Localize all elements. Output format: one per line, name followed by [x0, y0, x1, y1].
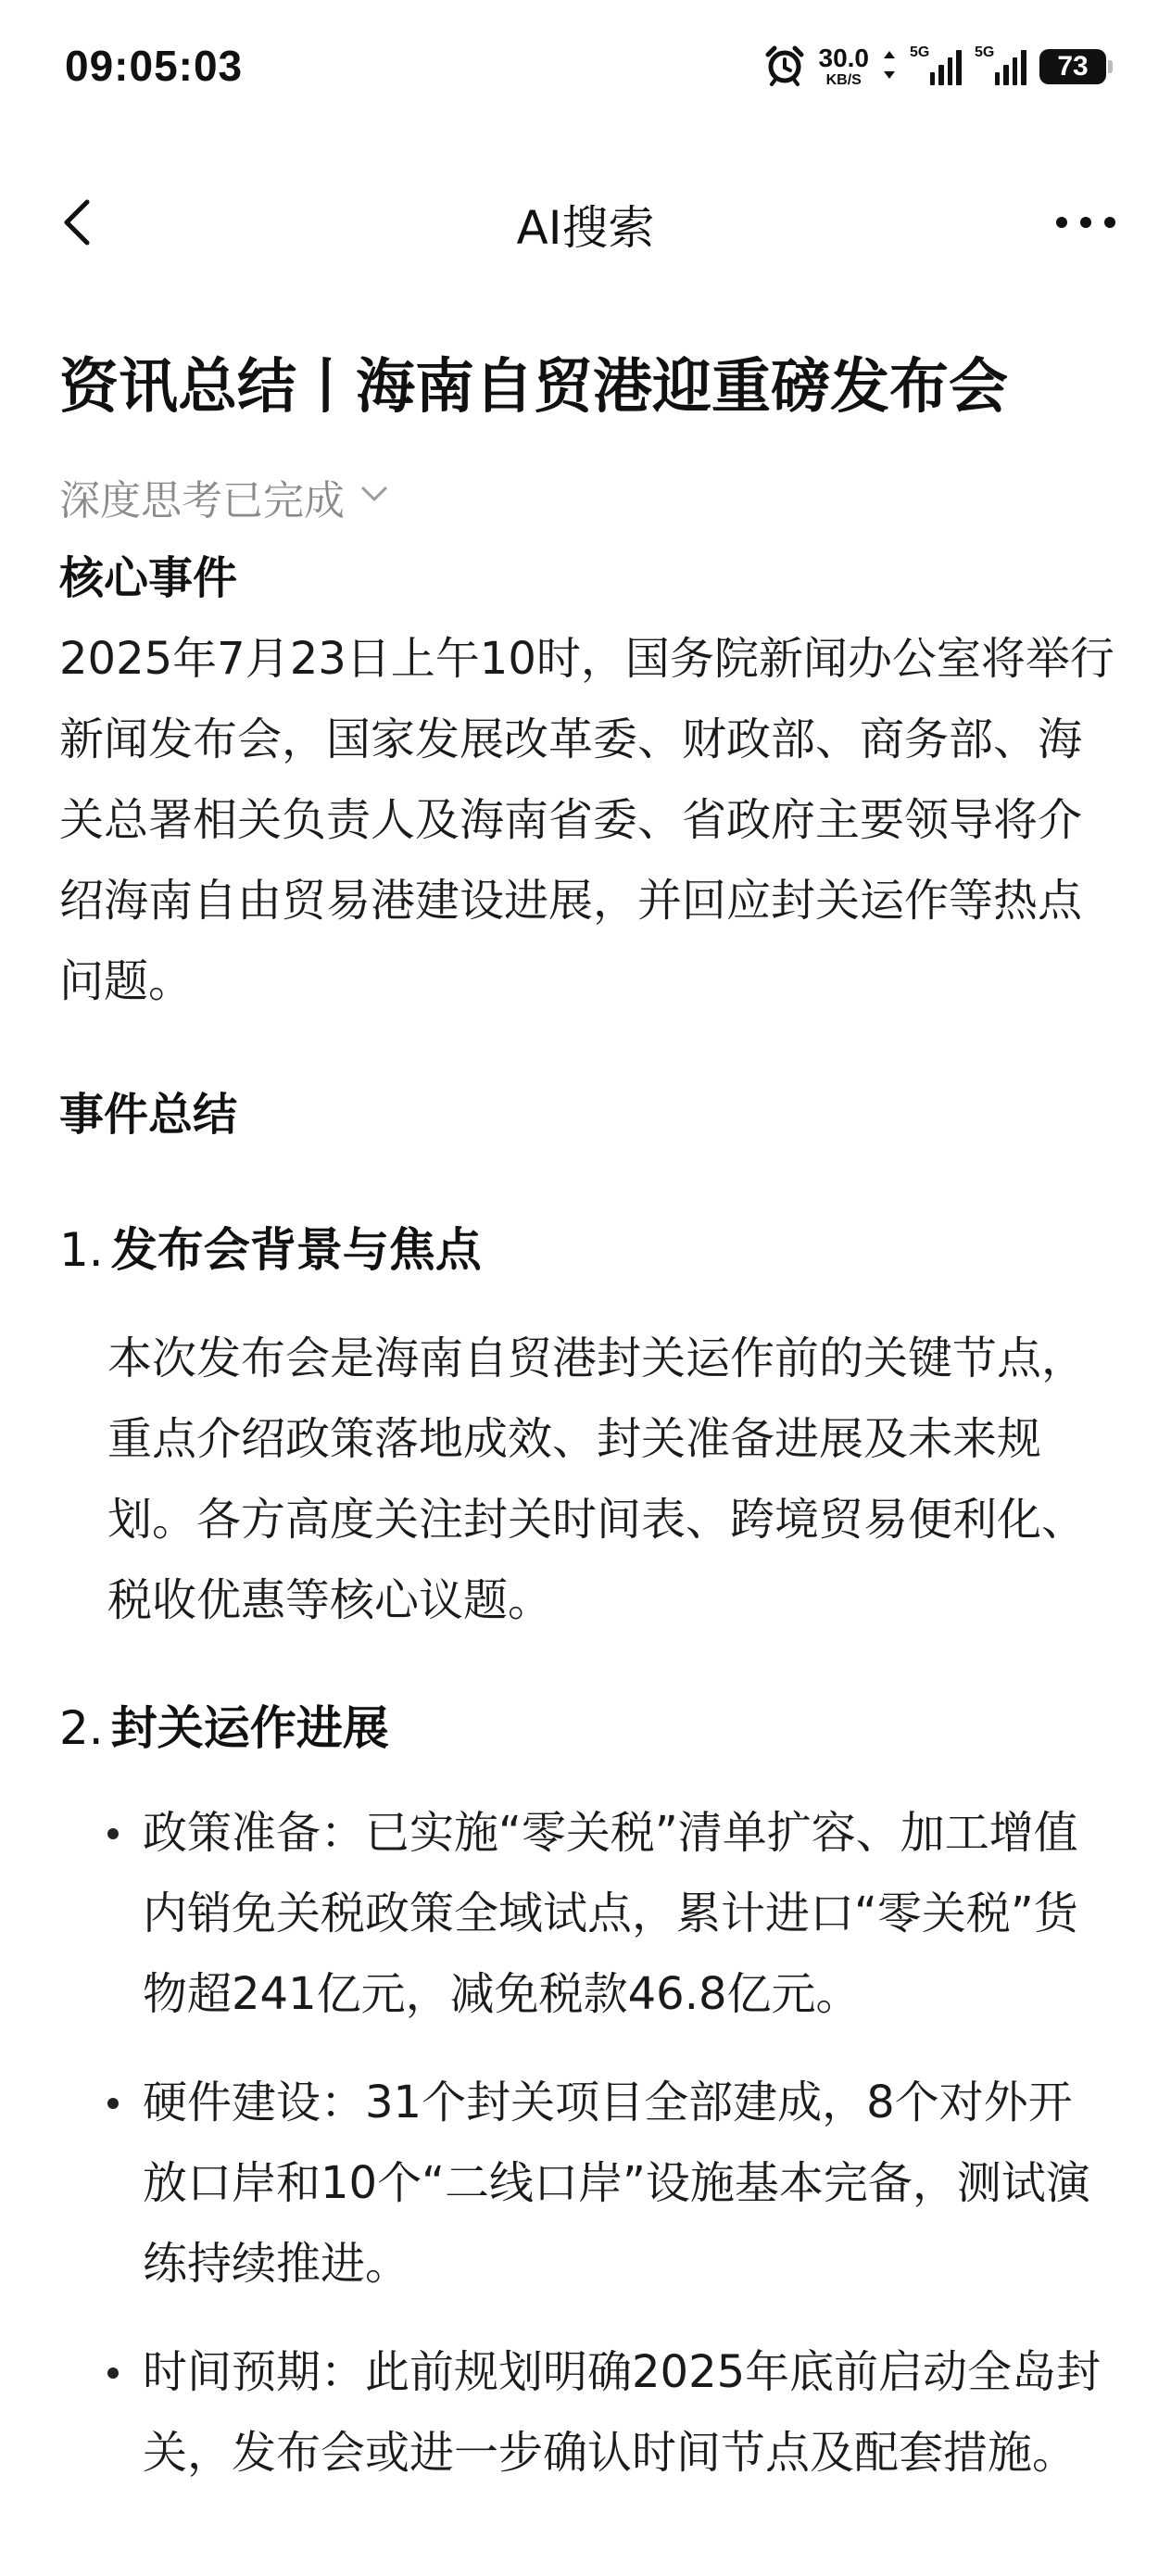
status-bar [0, 0, 1171, 139]
section-heading [59, 1687, 1115, 1769]
battery-icon [1039, 49, 1106, 84]
section-heading [59, 1209, 1115, 1291]
nav-bar [0, 167, 1171, 278]
data-arrows-icon [882, 49, 897, 84]
section-number: 1. [59, 1223, 104, 1277]
core-event-heading: 核心事件 [59, 552, 238, 604]
signal-icon [975, 44, 1026, 85]
bullet-item: 硬件建设：31个封关项目全部建成，8个对外开放口岸和10个“二线口岸”设施基本完备，测试演练持续推进。 [59, 2063, 1115, 2305]
bullet-list [59, 1793, 1115, 2494]
section-number: 2. [59, 1701, 104, 1755]
signal-label: 5G [975, 44, 995, 60]
article [59, 343, 1115, 2521]
deep-think-label: 深度思考已完成 [59, 477, 345, 524]
bullet-item: 时间预期：此前规划明确2025年底前启动全岛封关，发布会或进一步确认时间节点及配套措施。 [59, 2332, 1115, 2494]
signal-icon [910, 44, 962, 85]
bullet-item: 政策准备：已实施“零关税”清单扩容、加工增值内销免关税政策全域试点，累计进口“零关税”货物超241亿元，减免税款46.8亿元。 [59, 1793, 1115, 2035]
battery-level: 73 [1057, 51, 1089, 82]
section-title: 封关运作进展 [110, 1701, 389, 1755]
deep-think-toggle[interactable] [59, 469, 1115, 524]
network-speed-value: 30.0 [818, 44, 869, 72]
signal-label: 5G [910, 44, 930, 60]
core-event-text: 2025年7月23日上午10时，国务院新闻办公室将举行新闻发布会，国家发展改革委、财政部、商务部、海关总署相关负责人及海南省委、省政府主要领导将介绍海南自由贸易港建设进展，并回应封关运作等热点问题。 [59, 633, 1114, 1007]
status-time: 09:05:03 [65, 42, 244, 90]
article-headline: 资讯总结丨海南自贸港迎重磅发布会 [59, 353, 1008, 422]
alarm-icon [763, 44, 806, 90]
more-dots-icon[interactable] [1052, 195, 1119, 250]
status-icons [763, 41, 1107, 93]
page-title: AI搜索 [516, 201, 655, 255]
network-speed-unit: KB/S [825, 72, 862, 88]
network-speed [819, 45, 870, 88]
summary-heading: 事件总结 [59, 1089, 238, 1141]
section-text: 本次发布会是海南自贸港封关运作前的关键节点，重点介绍政策落地成效、封关准备进展及未来规划。各方高度关注封关时间表、跨境贸易便利化、税收优惠等核心议题。 [107, 1332, 1087, 1626]
chevron-down-icon [358, 474, 391, 521]
section-title: 发布会背景与焦点 [110, 1223, 482, 1277]
